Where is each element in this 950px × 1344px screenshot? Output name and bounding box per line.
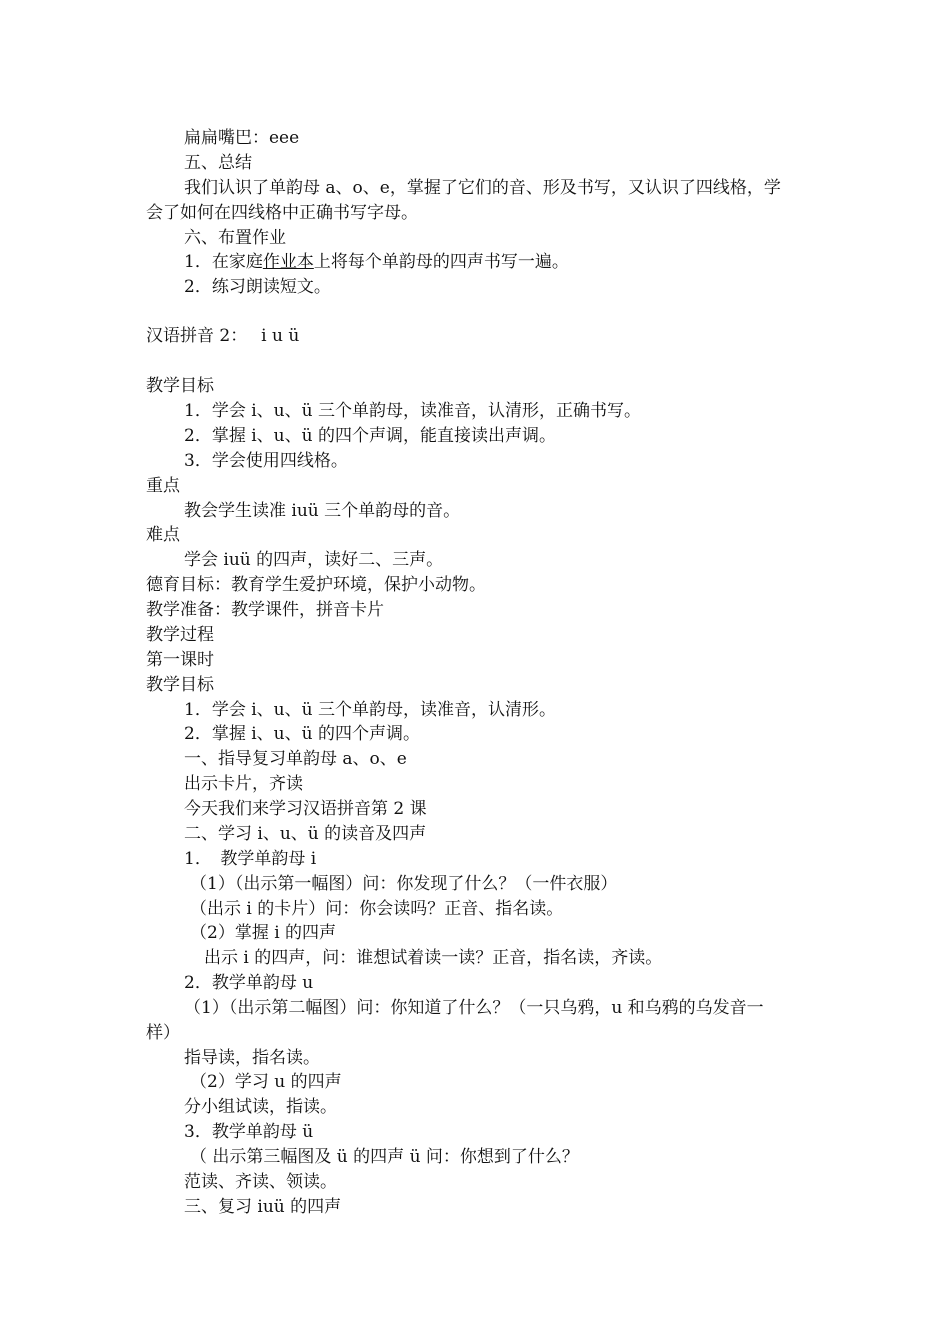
text-line: 2．掌握 i、u、ü 的四个声调。: [184, 724, 420, 744]
heading-teaching-process: 教学过程: [146, 625, 214, 645]
text-line: 2．教学单韵母 u: [184, 973, 314, 993]
text-segment: 1．在家庭: [184, 252, 263, 272]
text-line: 范读、齐读、领读。: [184, 1172, 337, 1192]
heading-first-lesson: 第一课时: [146, 650, 214, 670]
heading-teaching-goals: 教学目标: [146, 675, 214, 695]
text-line: [184, 250, 569, 274]
text-line: （出示 i 的卡片）问：你会读吗？正音、指名读。: [190, 899, 564, 919]
text-line: 教学准备：教学课件，拼音卡片: [146, 600, 384, 620]
heading-difficulties: 难点: [146, 525, 180, 545]
text-line: 二、学习 i、u、ü 的读音及四声: [184, 824, 427, 844]
text-line: 德育目标：教育学生爱护环境，保护小动物。: [146, 575, 486, 595]
text-segment: 上将每个单韵母的四声书写一遍。: [313, 252, 569, 272]
text-line: 2．掌握 i、u、ü 的四个声调，能直接读出声调。: [184, 426, 556, 446]
text-line: 三、复习 iuü 的四声: [184, 1197, 342, 1217]
text-line: 学会 iuü 的四声，读好二、三声。: [184, 550, 444, 570]
text-line: （2）学习 u 的四声: [190, 1072, 342, 1092]
text-line: 今天我们来学习汉语拼音第 2 课: [184, 799, 427, 819]
text-line: 1． 教学单韵母 i: [184, 849, 317, 869]
text-line: 分小组试读，指读。: [184, 1097, 337, 1117]
text-line: （2）掌握 i 的四声: [190, 923, 337, 943]
text-line: 3．教学单韵母 ü: [184, 1122, 314, 1142]
heading-key-points: 重点: [146, 476, 180, 496]
section-heading-summary: 五、总结: [184, 153, 252, 173]
text-line: 我们认识了单韵母 a、o、e，掌握了它们的音、形及书写，又认识了四线格，学: [184, 178, 781, 198]
text-line: （1）（出示第一幅图）问：你发现了什么？（一件衣服）: [190, 874, 618, 894]
lesson-title: 汉语拼音 2： i u ü: [146, 326, 300, 346]
text-line: 样）: [146, 1023, 180, 1043]
text-line: 扁扁嘴巴：eee: [184, 128, 300, 148]
heading-teaching-goals: 教学目标: [146, 376, 214, 396]
text-line: 1．学会 i、u、ü 三个单韵母，读准音，认清形，正确书写。: [184, 401, 641, 421]
text-line: 一、指导复习单韵母 a、o、e: [184, 749, 407, 769]
text-line: 1．学会 i、u、ü 三个单韵母，读准音，认清形。: [184, 700, 556, 720]
section-heading-homework: 六、布置作业: [184, 228, 286, 248]
text-line: 教会学生读准 iuü 三个单韵母的音。: [184, 501, 461, 521]
text-line: 2．练习朗读短文。: [184, 277, 331, 297]
text-line: 会了如何在四线格中正确书写字母。: [146, 203, 418, 223]
text-line: 指导读，指名读。: [184, 1048, 320, 1068]
text-line: （ 出示第三幅图及 ü 的四声 ü 问：你想到了什么？: [190, 1147, 579, 1167]
text-line: 出示卡片，齐读: [184, 774, 303, 794]
homework-book-link[interactable]: 作业本: [262, 252, 314, 272]
text-line: 3．学会使用四线格。: [184, 451, 348, 471]
text-line: 出示 i 的四声，问：谁想试着读一读？正音，指名读，齐读。: [204, 948, 663, 968]
text-line: （1）（出示第二幅图）问：你知道了什么？（一只乌鸦，u 和乌鸦的乌发音一: [184, 998, 764, 1018]
